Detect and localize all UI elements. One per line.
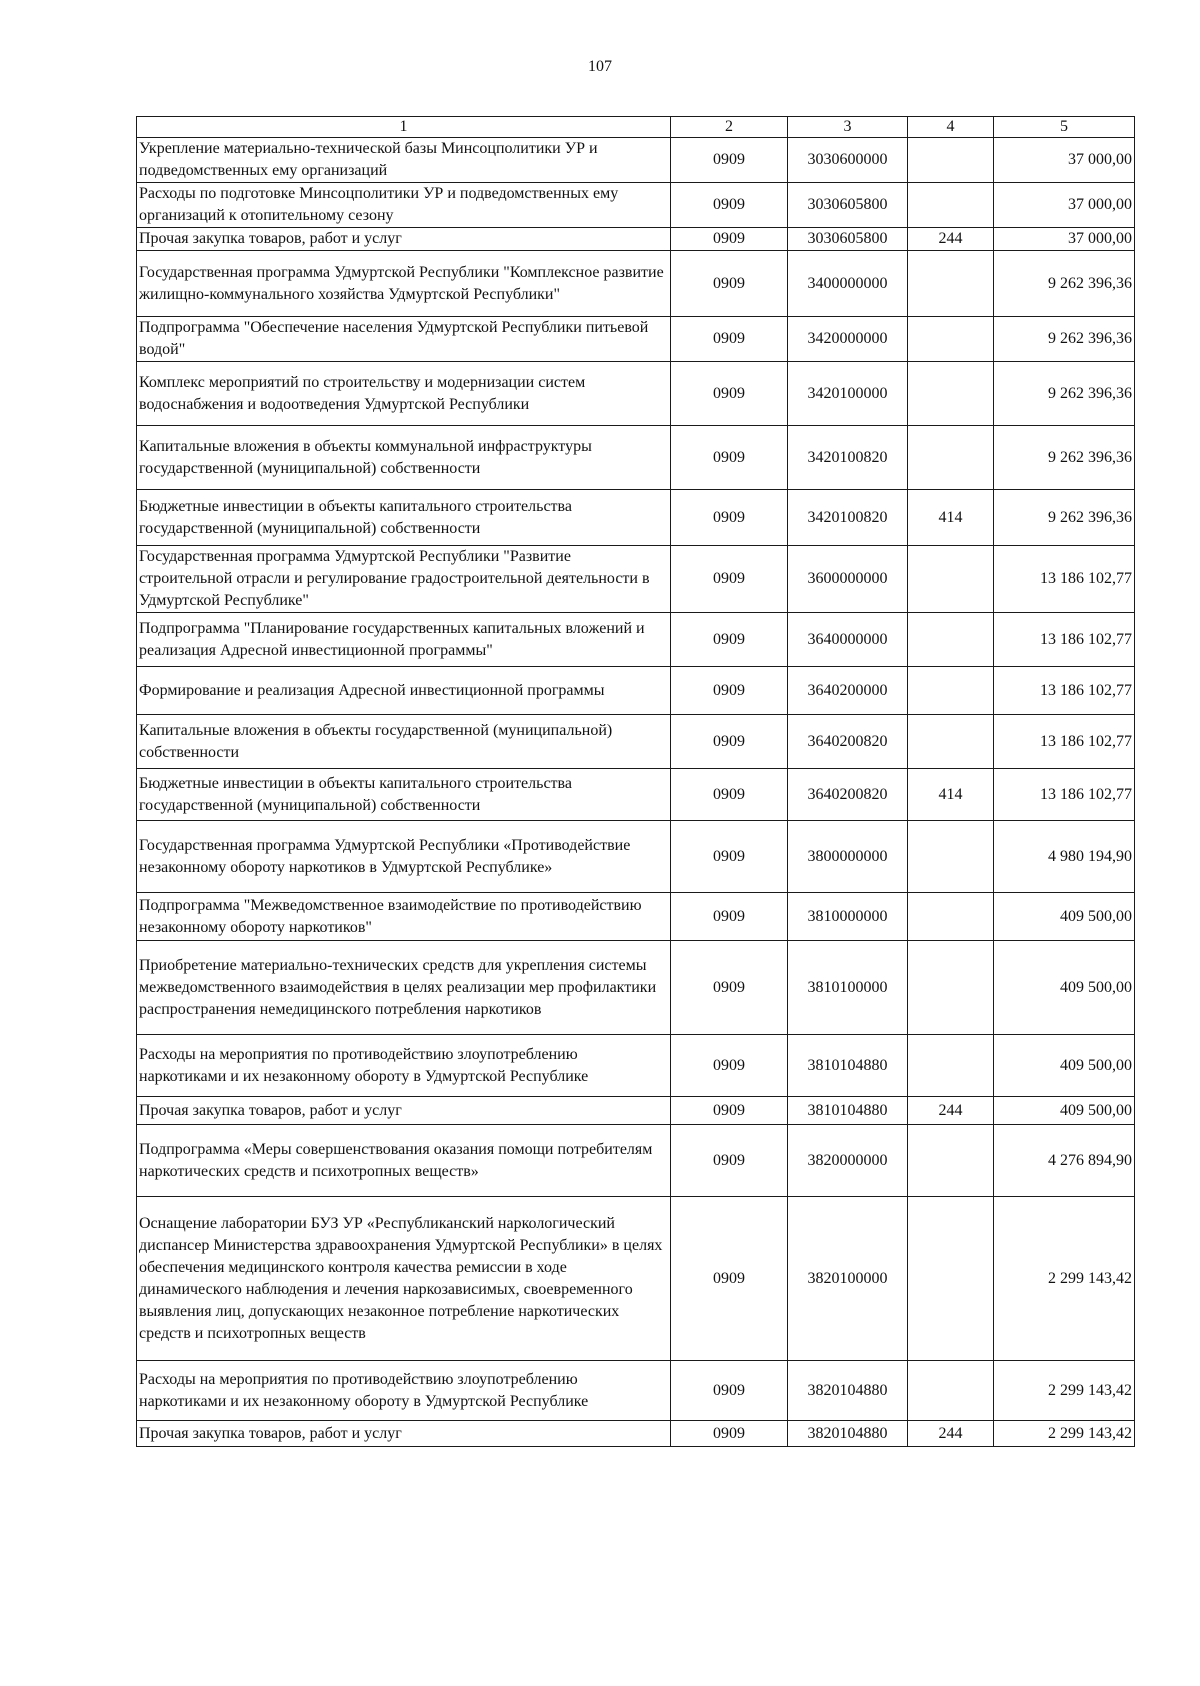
cell-expense-type bbox=[908, 893, 994, 941]
table-row bbox=[137, 1421, 1135, 1447]
cell-section: 0909 bbox=[671, 1361, 788, 1421]
cell-section: 0909 bbox=[671, 228, 788, 251]
cell-section: 0909 bbox=[671, 1097, 788, 1125]
table-row bbox=[137, 715, 1135, 769]
cell-amount: 9 262 396,36 bbox=[994, 490, 1135, 546]
cell-name: Бюджетные инвестиции в объекты капитального строительства государственной (муниципальной) собственности bbox=[137, 490, 671, 546]
table-row bbox=[137, 893, 1135, 941]
cell-target-code: 3820100000 bbox=[788, 1197, 908, 1361]
cell-name: Подпрограмма «Меры совершенствования оказания помощи потребителям наркотических средств и психотропных веществ» bbox=[137, 1125, 671, 1197]
column-header-2: 2 bbox=[671, 117, 788, 138]
cell-target-code: 3030600000 bbox=[788, 138, 908, 183]
cell-amount: 4 276 894,90 bbox=[994, 1125, 1135, 1197]
cell-name: Комплекс мероприятий по строительству и модернизации систем водоснабжения и водоотведения Удмуртской Республики bbox=[137, 362, 671, 426]
cell-target-code: 3810104880 bbox=[788, 1097, 908, 1125]
cell-expense-type bbox=[908, 821, 994, 893]
column-header-3: 3 bbox=[788, 117, 908, 138]
cell-name: Прочая закупка товаров, работ и услуг bbox=[137, 1421, 671, 1447]
cell-amount: 4 980 194,90 bbox=[994, 821, 1135, 893]
cell-expense-type: 414 bbox=[908, 490, 994, 546]
cell-amount: 9 262 396,36 bbox=[994, 362, 1135, 426]
cell-amount: 409 500,00 bbox=[994, 893, 1135, 941]
cell-section: 0909 bbox=[671, 1125, 788, 1197]
table-row bbox=[137, 183, 1135, 228]
cell-section: 0909 bbox=[671, 546, 788, 613]
cell-target-code: 3030605800 bbox=[788, 228, 908, 251]
cell-name: Подпрограмма "Обеспечение населения Удмуртской Республики питьевой водой" bbox=[137, 317, 671, 362]
cell-expense-type bbox=[908, 1035, 994, 1097]
table-row bbox=[137, 546, 1135, 613]
cell-expense-type bbox=[908, 667, 994, 715]
cell-expense-type: 244 bbox=[908, 1097, 994, 1125]
cell-expense-type bbox=[908, 1361, 994, 1421]
cell-amount: 2 299 143,42 bbox=[994, 1197, 1135, 1361]
cell-name: Государственная программа Удмуртской Республики "Развитие строительной отрасли и регулирование градостроительной деятельности в Удмуртской Республике" bbox=[137, 546, 671, 613]
cell-expense-type bbox=[908, 1125, 994, 1197]
cell-section: 0909 bbox=[671, 1035, 788, 1097]
column-header-4: 4 bbox=[908, 117, 994, 138]
cell-section: 0909 bbox=[671, 317, 788, 362]
cell-target-code: 3420100820 bbox=[788, 490, 908, 546]
cell-section: 0909 bbox=[671, 183, 788, 228]
cell-target-code: 3600000000 bbox=[788, 546, 908, 613]
cell-name: Прочая закупка товаров, работ и услуг bbox=[137, 228, 671, 251]
table-row bbox=[137, 1125, 1135, 1197]
cell-amount: 37 000,00 bbox=[994, 183, 1135, 228]
column-header-1: 1 bbox=[137, 117, 671, 138]
table-row bbox=[137, 490, 1135, 546]
cell-target-code: 3420100000 bbox=[788, 362, 908, 426]
table-row bbox=[137, 228, 1135, 251]
cell-name: Укрепление материально-технической базы Минсоцполитики УР и подведомственных ему организаций bbox=[137, 138, 671, 183]
cell-amount: 409 500,00 bbox=[994, 1097, 1135, 1125]
table-row bbox=[137, 362, 1135, 426]
cell-amount: 13 186 102,77 bbox=[994, 667, 1135, 715]
cell-amount: 13 186 102,77 bbox=[994, 546, 1135, 613]
table-row bbox=[137, 613, 1135, 667]
cell-name: Подпрограмма "Планирование государственных капитальных вложений и реализация Адресной инвестиционной программы" bbox=[137, 613, 671, 667]
table-row bbox=[137, 1361, 1135, 1421]
cell-target-code: 3640200820 bbox=[788, 715, 908, 769]
cell-target-code: 3820000000 bbox=[788, 1125, 908, 1197]
cell-target-code: 3030605800 bbox=[788, 183, 908, 228]
cell-section: 0909 bbox=[671, 769, 788, 821]
cell-amount: 37 000,00 bbox=[994, 138, 1135, 183]
table-row bbox=[137, 769, 1135, 821]
cell-target-code: 3640200820 bbox=[788, 769, 908, 821]
cell-expense-type: 244 bbox=[908, 228, 994, 251]
cell-expense-type bbox=[908, 183, 994, 228]
table-row bbox=[137, 821, 1135, 893]
table-row bbox=[137, 251, 1135, 317]
cell-name: Государственная программа Удмуртской Республики "Комплексное развитие жилищно-коммунального хозяйства Удмуртской Республики" bbox=[137, 251, 671, 317]
cell-section: 0909 bbox=[671, 138, 788, 183]
cell-target-code: 3640200000 bbox=[788, 667, 908, 715]
cell-name: Прочая закупка товаров, работ и услуг bbox=[137, 1097, 671, 1125]
cell-amount: 37 000,00 bbox=[994, 228, 1135, 251]
cell-target-code: 3640000000 bbox=[788, 613, 908, 667]
table-row bbox=[137, 1097, 1135, 1125]
cell-name: Государственная программа Удмуртской Республики «Противодействие незаконному обороту наркотиков в Удмуртской Республике» bbox=[137, 821, 671, 893]
cell-section: 0909 bbox=[671, 1197, 788, 1361]
cell-expense-type bbox=[908, 546, 994, 613]
cell-target-code: 3810104880 bbox=[788, 1035, 908, 1097]
cell-name: Оснащение лаборатории БУЗ УР «Республиканский наркологический диспансер Министерства здравоохранения Удмуртской Республики» в целях обеспечения медицинского контроля качества ремиссии в ходе динамического наблюдения и лечения наркозависимых, своевременного выявления лиц, допускающих незаконное потребление наркотических средств и психотропных веществ bbox=[137, 1197, 671, 1361]
cell-name: Формирование и реализация Адресной инвестиционной программы bbox=[137, 667, 671, 715]
cell-amount: 409 500,00 bbox=[994, 1035, 1135, 1097]
cell-amount: 9 262 396,36 bbox=[994, 251, 1135, 317]
cell-name: Бюджетные инвестиции в объекты капитального строительства государственной (муниципальной) собственности bbox=[137, 769, 671, 821]
cell-section: 0909 bbox=[671, 490, 788, 546]
cell-target-code: 3820104880 bbox=[788, 1421, 908, 1447]
cell-section: 0909 bbox=[671, 1421, 788, 1447]
cell-section: 0909 bbox=[671, 941, 788, 1035]
cell-target-code: 3420000000 bbox=[788, 317, 908, 362]
cell-amount: 9 262 396,36 bbox=[994, 317, 1135, 362]
table-row bbox=[137, 138, 1135, 183]
cell-section: 0909 bbox=[671, 251, 788, 317]
cell-section: 0909 bbox=[671, 426, 788, 490]
table-row bbox=[137, 941, 1135, 1035]
cell-name: Расходы на мероприятия по противодействию злоупотреблению наркотиками и их незаконному обороту в Удмуртской Республике bbox=[137, 1361, 671, 1421]
cell-amount: 13 186 102,77 bbox=[994, 769, 1135, 821]
cell-expense-type bbox=[908, 138, 994, 183]
cell-expense-type bbox=[908, 715, 994, 769]
cell-name: Расходы на мероприятия по противодействию злоупотреблению наркотиками и их незаконному обороту в Удмуртской Республике bbox=[137, 1035, 671, 1097]
cell-target-code: 3810000000 bbox=[788, 893, 908, 941]
cell-name: Подпрограмма "Межведомственное взаимодействие по противодействию незаконному обороту наркотиков" bbox=[137, 893, 671, 941]
cell-section: 0909 bbox=[671, 893, 788, 941]
cell-section: 0909 bbox=[671, 613, 788, 667]
cell-amount: 2 299 143,42 bbox=[994, 1421, 1135, 1447]
cell-section: 0909 bbox=[671, 667, 788, 715]
table-header-row bbox=[137, 117, 1135, 138]
cell-expense-type bbox=[908, 317, 994, 362]
cell-expense-type: 414 bbox=[908, 769, 994, 821]
cell-name: Капитальные вложения в объекты коммунальной инфраструктуры государственной (муниципальной) собственности bbox=[137, 426, 671, 490]
cell-amount: 2 299 143,42 bbox=[994, 1361, 1135, 1421]
cell-amount: 13 186 102,77 bbox=[994, 613, 1135, 667]
cell-name: Приобретение материально-технических средств для укрепления системы межведомственного взаимодействия в целях реализации мер профилактики распространения немедицинского потребления наркотиков bbox=[137, 941, 671, 1035]
cell-expense-type bbox=[908, 362, 994, 426]
cell-amount: 13 186 102,77 bbox=[994, 715, 1135, 769]
budget-table bbox=[136, 116, 1135, 1447]
cell-name: Капитальные вложения в объекты государственной (муниципальной) собственности bbox=[137, 715, 671, 769]
cell-section: 0909 bbox=[671, 362, 788, 426]
cell-expense-type bbox=[908, 251, 994, 317]
cell-amount: 9 262 396,36 bbox=[994, 426, 1135, 490]
cell-expense-type: 244 bbox=[908, 1421, 994, 1447]
table-row bbox=[137, 1197, 1135, 1361]
table-body bbox=[137, 138, 1135, 1447]
cell-target-code: 3400000000 bbox=[788, 251, 908, 317]
cell-target-code: 3420100820 bbox=[788, 426, 908, 490]
cell-target-code: 3820104880 bbox=[788, 1361, 908, 1421]
cell-expense-type bbox=[908, 613, 994, 667]
column-header-5: 5 bbox=[994, 117, 1135, 138]
cell-target-code: 3800000000 bbox=[788, 821, 908, 893]
table-row bbox=[137, 317, 1135, 362]
table-row bbox=[137, 1035, 1135, 1097]
cell-expense-type bbox=[908, 426, 994, 490]
table-row bbox=[137, 667, 1135, 715]
cell-section: 0909 bbox=[671, 821, 788, 893]
cell-name: Расходы по подготовке Минсоцполитики УР и подведомственных ему организаций к отопительному сезону bbox=[137, 183, 671, 228]
cell-expense-type bbox=[908, 1197, 994, 1361]
cell-expense-type bbox=[908, 941, 994, 1035]
cell-section: 0909 bbox=[671, 715, 788, 769]
table-row bbox=[137, 426, 1135, 490]
cell-target-code: 3810100000 bbox=[788, 941, 908, 1035]
page-number: 107 bbox=[588, 58, 612, 75]
cell-amount: 409 500,00 bbox=[994, 941, 1135, 1035]
